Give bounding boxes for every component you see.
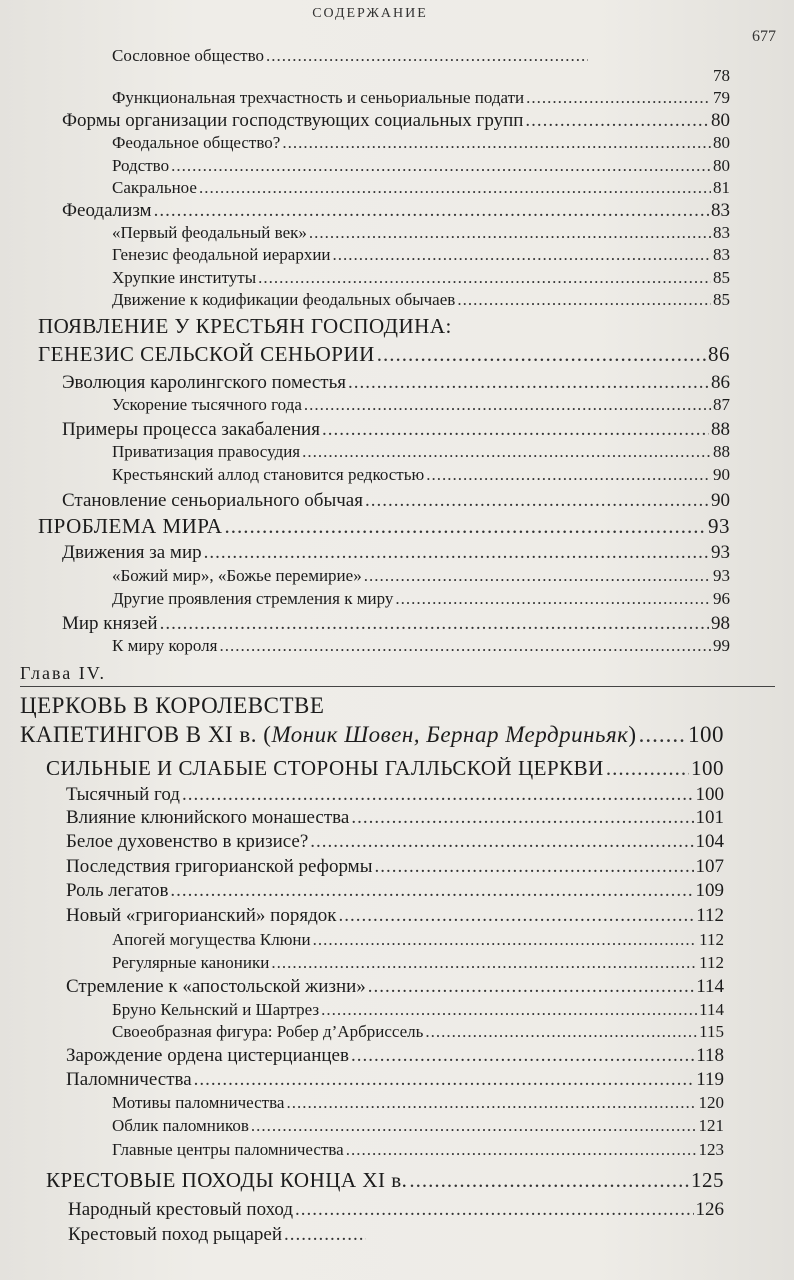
toc-leader	[313, 930, 698, 950]
toc-entry-page: 80	[713, 133, 730, 152]
toc-entry-title: КРЕСТОВЫЕ ПОХОДЫ КОНЦА XI в.	[46, 1168, 408, 1192]
toc-entry-page: 81	[713, 178, 730, 197]
chapter-entry[interactable]	[20, 722, 724, 748]
toc-leader	[171, 156, 711, 176]
toc-leader	[302, 442, 711, 462]
toc-entry[interactable]	[112, 1116, 724, 1136]
toc-leader	[526, 88, 711, 108]
toc-leader	[194, 1069, 695, 1091]
toc-entry[interactable]	[66, 976, 724, 998]
toc-leader	[351, 807, 693, 829]
toc-leader	[286, 1093, 696, 1113]
toc-entry[interactable]	[112, 1140, 724, 1160]
toc-entry-title: Феодализм	[62, 200, 152, 221]
toc-leader	[525, 110, 709, 132]
page-number: 677	[752, 28, 776, 45]
toc-entry-title: Сакральное	[112, 178, 197, 197]
toc-leader	[351, 1045, 694, 1067]
toc-entry[interactable]	[38, 342, 730, 367]
toc-entry-title: «Первый феодальный век»	[112, 223, 307, 242]
toc-entry-page: 87	[713, 395, 730, 414]
toc-leader	[251, 1116, 697, 1136]
toc-leader	[258, 268, 711, 288]
chapter-title-line1: ЦЕРКОВЬ В КОРОЛЕВСТВЕ	[20, 693, 325, 718]
toc-entry-title: Приватизация правосудия	[112, 442, 301, 461]
toc-entry[interactable]	[112, 156, 730, 176]
toc-leader	[204, 542, 709, 564]
toc-entry-title: Примеры процесса закабаления	[62, 419, 320, 440]
toc-entry[interactable]	[62, 110, 730, 132]
toc-entry-title: Становление сеньориального обычая	[62, 490, 363, 511]
toc-leader	[154, 200, 709, 222]
running-head: СОДЕРЖАНИЕ	[312, 6, 428, 21]
section-heading: ПОЯВЛЕНИЕ У КРЕСТЬЯН ГОСПОДИНА:	[38, 314, 452, 338]
toc-entry[interactable]	[112, 1022, 724, 1042]
toc-entry[interactable]	[66, 807, 724, 829]
toc-entry[interactable]	[112, 589, 730, 609]
toc-entry-page: 125	[691, 1168, 724, 1192]
toc-entry-page: 120	[698, 1093, 724, 1112]
toc-entry-page: 126	[695, 1199, 724, 1220]
toc-entry-title: Бруно Кельнский и Шартрез	[112, 1000, 320, 1019]
toc-leader	[271, 953, 697, 973]
toc-leader	[346, 1140, 697, 1160]
toc-entry-page: 98	[711, 613, 730, 634]
toc-entry[interactable]	[112, 442, 730, 462]
toc-entry-page: 115	[699, 1022, 724, 1041]
chapter-title-line2: КАПЕТИНГОВ В XI в. (Моник Шовен, Бернар Мердриньяк)	[20, 722, 637, 747]
toc-entry-title: Народный крестовый поход	[68, 1199, 293, 1220]
toc-entry-title: «Божий мир», «Божье перемирие»	[112, 566, 362, 585]
toc-leader	[364, 566, 711, 586]
toc-leader	[322, 419, 709, 441]
toc-entry[interactable]	[112, 930, 724, 950]
toc-entry[interactable]	[68, 1224, 368, 1246]
toc-entry-title: Зарождение ордена цистерцианцев	[66, 1045, 349, 1066]
toc-entry[interactable]	[112, 268, 730, 288]
toc-entry-title: Феодальное общество?	[112, 133, 281, 152]
toc-entry[interactable]	[62, 372, 730, 394]
toc-entry-title: Сословное общество	[112, 46, 265, 65]
toc-entry-page: 114	[699, 1000, 724, 1019]
chapter-authors: Моник Шовен, Бернар Мердриньяк	[271, 722, 629, 747]
toc-entry-page: 88	[711, 419, 730, 440]
toc-entry-page: 83	[713, 223, 730, 242]
toc-leader	[368, 976, 694, 998]
toc-leader	[457, 290, 711, 310]
toc-entry-title: Формы организации господствующих социальных групп	[62, 110, 524, 131]
toc-entry-page: 85	[713, 268, 730, 287]
toc-entry-page: 86	[708, 342, 730, 366]
toc-entry[interactable]	[112, 88, 730, 108]
toc-leader	[284, 1224, 366, 1246]
toc-entry-page: 96	[713, 589, 730, 608]
toc-entry-page: 80	[713, 156, 730, 175]
toc-entry[interactable]	[112, 1000, 724, 1020]
toc-entry-title: Белое духовенство в кризисе?	[66, 831, 309, 852]
toc-entry[interactable]	[66, 905, 724, 927]
toc-entry-page: 78	[713, 66, 730, 85]
toc-entry-page: 86	[711, 372, 730, 393]
toc-entry-title: Новый «григорианский» порядок	[66, 905, 337, 926]
toc-entry-page: 112	[699, 953, 724, 972]
toc-entry[interactable]	[112, 245, 730, 265]
toc-leader	[199, 178, 711, 198]
toc-entry-title: Главные центры паломничества	[112, 1140, 344, 1159]
toc-entry[interactable]	[62, 419, 730, 441]
toc-leader	[266, 46, 588, 66]
toc-entry-title: Последствия григорианской реформы	[66, 856, 373, 877]
toc-entry-page: 100	[695, 784, 724, 805]
toc-leader	[377, 342, 706, 367]
toc-entry[interactable]	[38, 514, 730, 539]
toc-entry-page: 107	[695, 856, 724, 877]
toc-entry[interactable]	[112, 1093, 724, 1113]
toc-entry[interactable]	[112, 223, 730, 243]
toc-entry-page: 104	[695, 831, 724, 852]
toc-entry[interactable]	[112, 46, 590, 66]
toc-entry-title: Паломничества	[66, 1069, 192, 1090]
toc-leader	[374, 856, 693, 878]
toc-entry-title: ГЕНЕЗИС СЕЛЬСКОЙ СЕНЬОРИИ	[38, 342, 375, 366]
toc-entry[interactable]	[112, 178, 730, 198]
toc-entry-page: 93	[713, 566, 730, 585]
toc-entry[interactable]	[66, 1069, 724, 1091]
toc-entry-page: 123	[698, 1140, 724, 1159]
toc-entry-title: Ускорение тысячного года	[112, 395, 302, 414]
toc-entry-title: Эволюция каролингского поместья	[62, 372, 347, 393]
toc-entry[interactable]	[66, 880, 724, 902]
toc-entry[interactable]	[112, 133, 730, 153]
toc-entry-title: СИЛЬНЫЕ И СЛАБЫЕ СТОРОНЫ ГАЛЛЬСКОЙ ЦЕРКВИ	[46, 756, 604, 780]
toc-entry-page: 121	[698, 1116, 724, 1135]
toc-entry-page: 85	[713, 290, 730, 309]
toc-entry[interactable]	[112, 636, 730, 656]
toc-entry-page: 88	[713, 442, 730, 461]
toc-entry[interactable]	[46, 1168, 724, 1193]
toc-entry-page: 114	[696, 976, 724, 997]
toc-entry-title: К миру короля	[112, 636, 218, 655]
toc-entry-title: Крестьянский аллод становится редкостью	[112, 465, 425, 484]
toc-entry-page: 83	[713, 245, 730, 264]
toc-leader	[606, 756, 689, 781]
toc-entry-title: Мир князей	[62, 613, 158, 634]
toc-entry-page: 80	[711, 110, 730, 131]
toc-entry-page: 79	[713, 88, 730, 107]
toc-entry-page: 118	[696, 1045, 724, 1066]
toc-leader	[338, 905, 694, 927]
toc-entry-page: 93	[708, 514, 730, 538]
toc-leader	[224, 514, 706, 539]
toc-entry-page: 100	[691, 756, 724, 780]
toc-entry-page: 93	[711, 542, 730, 563]
toc-leader	[365, 490, 709, 512]
toc-entry-page: 90	[713, 465, 730, 484]
chapter-page: 100	[688, 722, 724, 747]
toc-leader	[282, 133, 711, 153]
toc-entry-title: Движение к кодификации феодальных обычаев	[112, 290, 456, 309]
toc-leader	[304, 395, 711, 415]
toc-leader	[425, 1022, 697, 1042]
toc-entry[interactable]	[112, 395, 730, 415]
toc-entry-page: 99	[713, 636, 730, 655]
toc-entry-title: ПРОБЛЕМА МИРА	[38, 514, 223, 538]
toc-entry-title: Тысячный год	[66, 784, 180, 805]
toc-entry-title: Роль легатов	[66, 880, 169, 901]
toc-entry[interactable]	[66, 784, 724, 806]
toc-entry[interactable]	[62, 200, 730, 222]
toc-leader	[160, 613, 709, 635]
toc-entry-title: Хрупкие институты	[112, 268, 257, 287]
toc-entry-title: Апогей могущества Клюни	[112, 930, 311, 949]
toc-entry-page: 112	[696, 905, 724, 926]
toc-entry[interactable]	[62, 613, 730, 635]
toc-entry-title: Движения за мир	[62, 542, 202, 563]
toc-entry[interactable]	[68, 1199, 724, 1221]
toc-leader	[395, 589, 711, 609]
chapter-label: Глава IV.	[20, 663, 106, 687]
toc-entry-page: 112	[699, 930, 724, 949]
toc-leader	[309, 223, 711, 243]
toc-leader	[219, 636, 711, 656]
toc-entry[interactable]	[46, 756, 724, 781]
toc-entry-title: Мотивы паломничества	[112, 1093, 285, 1112]
toc-entry[interactable]	[66, 831, 724, 853]
toc-entry-title: Родство	[112, 156, 170, 175]
toc-entry-title: Влияние клюнийского монашества	[66, 807, 350, 828]
toc-leader	[295, 1199, 694, 1221]
toc-leader	[348, 372, 709, 394]
toc-leader	[333, 245, 711, 265]
toc-entry[interactable]	[112, 566, 730, 586]
toc-entry-title: Стремление к «апостольской жизни»	[66, 976, 366, 997]
toc-entry-page: 109	[695, 880, 724, 901]
toc-entry-page: 83	[711, 200, 730, 221]
toc-entry-page: 101	[695, 807, 724, 828]
toc-entry-title: Облик паломников	[112, 1116, 249, 1135]
toc-entry[interactable]	[66, 1045, 724, 1067]
toc-entry-page: 119	[696, 1069, 724, 1090]
toc-leader	[409, 1168, 689, 1193]
toc-leader	[426, 465, 711, 485]
toc-entry[interactable]	[66, 856, 724, 878]
toc-leader	[310, 831, 693, 853]
toc-leader	[639, 722, 686, 748]
toc-entry[interactable]	[112, 953, 724, 973]
toc-entry-page: 90	[711, 490, 730, 511]
toc-leader	[182, 784, 694, 806]
toc-entry[interactable]	[62, 542, 730, 564]
toc-entry[interactable]	[112, 290, 730, 310]
toc-entry-title: Генезис феодальной иерархии	[112, 245, 331, 264]
toc-entry-page-only	[600, 66, 730, 86]
toc-entry-title: Другие проявления стремления к миру	[112, 589, 394, 608]
toc-entry-title: Своеобразная фигура: Робер д’Арбриссель	[112, 1022, 424, 1041]
toc-entry-title: Крестовый поход рыцарей	[68, 1224, 283, 1245]
toc-entry-title: Функциональная трехчастность и сеньориальные подати	[112, 88, 525, 107]
toc-leader	[170, 880, 693, 902]
toc-entry[interactable]	[62, 490, 730, 512]
toc-entry[interactable]	[112, 465, 730, 485]
toc-leader	[321, 1000, 697, 1020]
toc-entry-title: Регулярные каноники	[112, 953, 270, 972]
